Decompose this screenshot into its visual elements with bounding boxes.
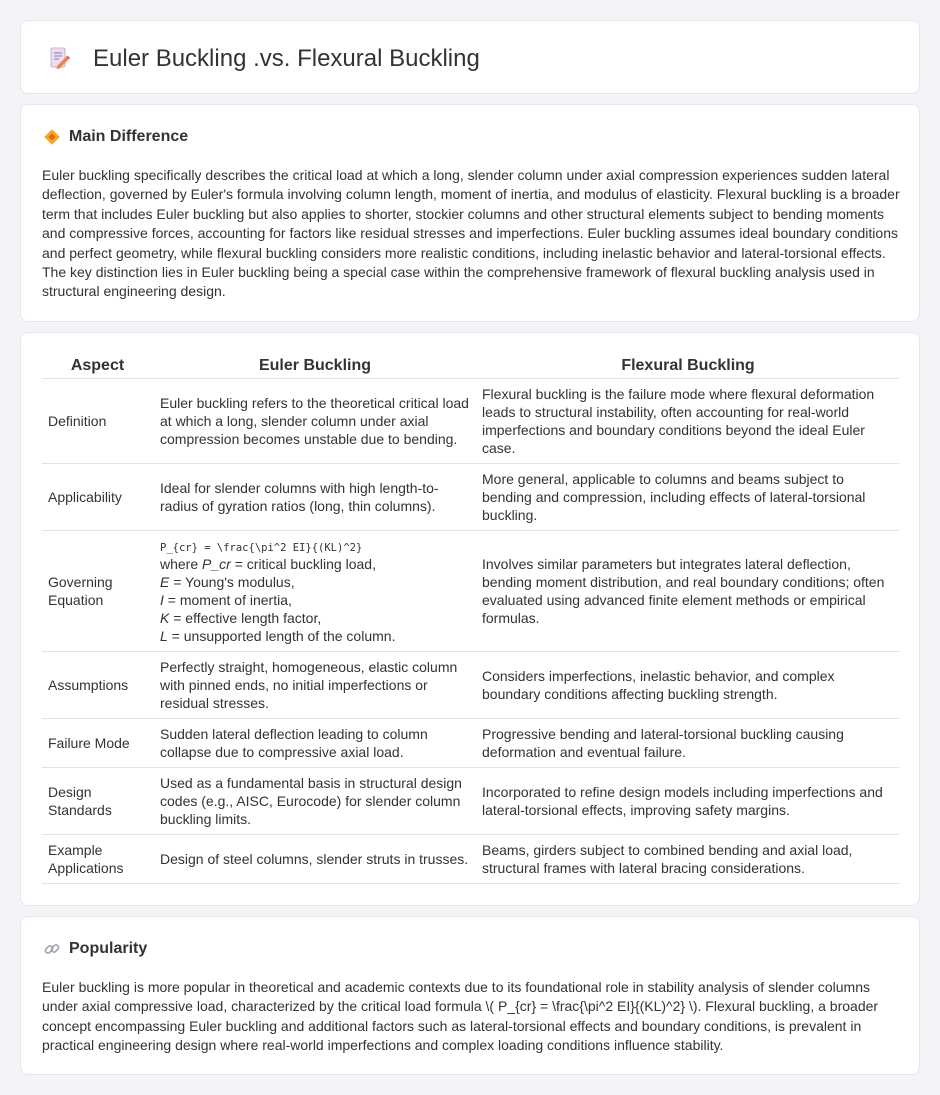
section-title: Popularity bbox=[69, 940, 148, 957]
row-euler: Design of steel columns, slender struts in trusses. bbox=[153, 835, 477, 884]
header-card bbox=[20, 20, 920, 94]
row-flexural: Flexural buckling is the failure mode where flexural deformation leads to structural instability, often accounting for real-world imperfections and boundary conditions beyond the ideal Euler case. bbox=[477, 379, 899, 464]
pencil-document-icon bbox=[47, 46, 71, 70]
row-flexural: Involves similar parameters but integrates lateral deflection, bending moment distribution, and real boundary conditions; often evaluated using advanced finite element methods or empirical formulas. bbox=[477, 531, 899, 652]
euler-formula: P_{cr} = \frac{\pi^2 EI}{(KL)^2} bbox=[160, 542, 363, 554]
column-header-euler: Euler Buckling bbox=[153, 351, 477, 379]
diamond-icon bbox=[43, 128, 61, 146]
table-row bbox=[42, 379, 899, 464]
table-row bbox=[42, 652, 899, 719]
page-title: Euler Buckling .vs. Flexural Buckling bbox=[93, 45, 480, 72]
column-header-aspect: Aspect bbox=[42, 351, 153, 379]
comparison-table-card bbox=[20, 332, 920, 906]
equation-def: L = unsupported length of the column. bbox=[160, 628, 396, 644]
table-row bbox=[42, 768, 899, 835]
row-euler: Sudden lateral deflection leading to column collapse due to compressive axial load. bbox=[153, 719, 477, 768]
row-euler: Perfectly straight, homogeneous, elastic column with pinned ends, no initial imperfections or residual stresses. bbox=[153, 652, 477, 719]
row-flexural: Beams, girders subject to combined bending and axial load, structural frames with lateral bracing considerations. bbox=[477, 835, 899, 884]
column-header-flexural: Flexural Buckling bbox=[477, 351, 899, 379]
table-row bbox=[42, 835, 899, 884]
row-aspect: Governing Equation bbox=[42, 531, 153, 652]
main-difference-text: Euler buckling specifically describes the critical load at which a long, slender column under axial compression experiences sudden lateral deflection, governed by Euler's formula involving column length, moment of inertia, and modulus of elasticity. Flexural buckling is a broader term that includes Euler buckling but also applies to shorter, stockier columns and other structural elements subject to bending moments and compressive forces, accounting for factors like residual stresses and imperfections. Euler buckling assumes ideal boundary conditions and perfect geometry, while flexural buckling considers more realistic conditions, including inelastic behavior and lateral-torsional effects. The key distinction lies in Euler buckling being a special case within the comprehensive framework of flexural buckling analysis used in structural engineering design. bbox=[42, 167, 900, 300]
row-aspect: Applicability bbox=[42, 464, 153, 531]
row-aspect: Example Applications bbox=[42, 835, 153, 884]
row-flexural: Considers imperfections, inelastic behavior, and complex boundary conditions affecting buckling strength. bbox=[477, 652, 899, 719]
row-aspect: Definition bbox=[42, 379, 153, 464]
equation-def: K = effective length factor, bbox=[160, 610, 322, 626]
row-euler: Ideal for slender columns with high length-to-radius of gyration ratios (long, thin columns). bbox=[153, 464, 477, 531]
popularity-text: Euler buckling is more popular in theoretical and academic contexts due to its foundational role in stability analysis of slender columns under axial compressive load, characterized by the critical load formula \( P_{cr} = \frac{\pi^2 EI}{(KL)^2} \). Flexural buckling, a broader concept encompassing Euler buckling and additional factors such as lateral-torsional effects and boundary conditions, is prevalent in practical engineering design where real-world imperfections and complex loading conditions influence stability. bbox=[42, 979, 879, 1054]
row-aspect: Failure Mode bbox=[42, 719, 153, 768]
table-header-row bbox=[42, 351, 899, 379]
section-title: Main Difference bbox=[69, 128, 189, 145]
table-row bbox=[42, 531, 899, 652]
table-row bbox=[42, 719, 899, 768]
row-flexural: More general, applicable to columns and beams subject to bending and compression, including effects of lateral-torsional buckling. bbox=[477, 464, 899, 531]
equation-def: where P_cr = critical buckling load, bbox=[160, 556, 376, 572]
popularity-section bbox=[20, 916, 920, 1075]
row-flexural: Progressive bending and lateral-torsional buckling causing deformation and eventual failure. bbox=[477, 719, 899, 768]
row-euler: Euler buckling refers to the theoretical critical load at which a long, slender column under axial compression becomes unstable due to bending. bbox=[153, 379, 477, 464]
main-difference-section bbox=[20, 104, 920, 322]
row-euler-equation bbox=[153, 531, 477, 652]
row-flexural: Incorporated to refine design models including imperfections and lateral-torsional effects, improving safety margins. bbox=[477, 768, 899, 835]
equation-def: I = moment of inertia, bbox=[160, 592, 292, 608]
link-icon bbox=[43, 940, 61, 958]
row-aspect: Design Standards bbox=[42, 768, 153, 835]
equation-def: E = Young's modulus, bbox=[160, 574, 295, 590]
row-aspect: Assumptions bbox=[42, 652, 153, 719]
comparison-table bbox=[42, 351, 899, 884]
table-row bbox=[42, 464, 899, 531]
row-euler: Used as a fundamental basis in structural design codes (e.g., AISC, Eurocode) for slender column buckling limits. bbox=[153, 768, 477, 835]
